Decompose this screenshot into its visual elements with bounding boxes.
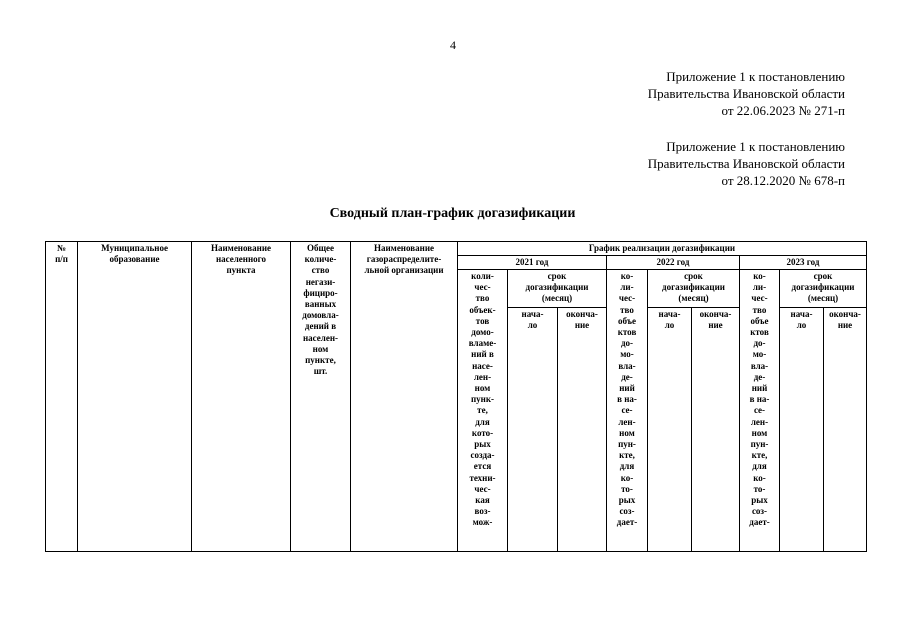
text-line: тво: [475, 293, 490, 304]
text-line: дает-: [616, 517, 638, 528]
text-line: пун-: [750, 439, 769, 450]
text-line: ко-: [753, 472, 766, 483]
text-line: ктов: [617, 327, 637, 338]
text-line: ние: [708, 320, 723, 331]
text-line: Приложение 1 к постановлению: [666, 69, 845, 84]
text-line: фициро-: [303, 287, 338, 298]
text-line: №: [56, 243, 67, 253]
text-line: ктов: [750, 327, 769, 338]
text-line: ний в: [471, 349, 494, 360]
text-line: ли-: [752, 282, 767, 293]
text-line: объек-: [469, 304, 496, 315]
text-line: для: [752, 461, 767, 472]
text-line: тов: [475, 315, 490, 326]
col-header-gas-organization: [351, 242, 458, 552]
col-header-schedule: График реализации догазификации: [458, 242, 867, 256]
text-line: населен-: [302, 332, 338, 343]
text-line: пун-: [618, 439, 636, 450]
text-line: негази-: [305, 276, 336, 287]
year-header-2022: 2022 год: [607, 256, 740, 270]
text-line: чес-: [618, 293, 636, 304]
text-line: ло: [664, 320, 675, 331]
text-line: Общее: [306, 243, 335, 253]
start-header-2023: [780, 308, 824, 552]
end-header-2021: [558, 308, 607, 552]
approval-block-current: [648, 68, 845, 119]
text-line: лен-: [473, 371, 492, 382]
col-header-total-households: [291, 242, 351, 552]
term-header-2022: [648, 270, 740, 308]
text-line: ло: [527, 320, 538, 331]
text-line: ко-: [620, 472, 634, 483]
start-header-2021: [508, 308, 558, 552]
text-line: вла-: [750, 360, 769, 371]
text-line: (месяц): [678, 293, 709, 304]
text-line: оконча-: [699, 309, 732, 319]
text-line: нача-: [521, 309, 544, 319]
text-line: от 28.12.2020 № 678-п: [721, 173, 845, 188]
text-line: то-: [621, 483, 633, 494]
text-line: п/п: [55, 254, 68, 265]
text-line: тво: [752, 304, 767, 315]
text-line: Наименование: [211, 243, 271, 253]
text-line: чес-: [474, 282, 491, 293]
text-line: количе-: [304, 254, 337, 265]
text-line: кая: [475, 495, 490, 506]
text-line: ние: [574, 320, 590, 331]
page-number: 4: [450, 38, 456, 52]
text-line: пунк-: [470, 394, 495, 405]
text-line: срок: [547, 271, 567, 281]
text-line: соз-: [751, 506, 768, 517]
text-line: нача-: [790, 309, 813, 319]
text-line: Правительства Ивановской области: [647, 156, 845, 171]
col-header-municipality: [78, 242, 192, 552]
text-line: в на-: [617, 394, 637, 405]
approval-block-original: [648, 138, 845, 189]
text-line: дений в: [304, 321, 337, 332]
text-line: срок: [684, 271, 703, 281]
text-line: льной организации: [364, 265, 444, 276]
text-line: ном: [751, 427, 768, 438]
text-line: лен-: [618, 416, 636, 427]
text-line: ется: [473, 461, 492, 472]
document-title: Сводный план-график догазификации: [329, 206, 576, 221]
text-line: домовла-: [302, 310, 339, 321]
text-line: кте,: [619, 450, 635, 461]
text-line: пункте,: [305, 355, 336, 366]
year-header-2021: 2021 год: [458, 256, 607, 270]
text-line: до-: [620, 338, 634, 349]
term-header-2023: [780, 270, 867, 308]
text-line: (месяц): [807, 293, 839, 304]
count-header-2021: [458, 270, 508, 552]
end-header-2023: [824, 308, 867, 552]
text-line: техни-: [469, 472, 496, 483]
text-line: мо-: [620, 349, 634, 360]
text-line: газораспределите-: [366, 254, 442, 265]
text-line: пункта: [226, 265, 256, 276]
text-line: дает-: [749, 517, 770, 528]
text-line: коли-: [471, 271, 494, 281]
text-line: лен-: [750, 416, 769, 427]
text-line: ли-: [620, 282, 634, 293]
text-line: кте,: [751, 450, 768, 461]
text-line: ло: [796, 320, 807, 331]
text-line: мо-: [752, 349, 767, 360]
text-line: Муниципальное: [101, 243, 168, 253]
text-line: объе: [750, 315, 769, 326]
term-header-2021: [508, 270, 607, 308]
text-line: мож-: [472, 517, 493, 528]
text-line: ко-: [620, 271, 634, 281]
text-line: ство: [311, 265, 330, 276]
text-line: созда-: [470, 450, 495, 461]
text-line: рых: [751, 495, 768, 506]
text-line: ний: [619, 383, 635, 394]
text-line: ний: [751, 383, 768, 394]
text-line: срок: [813, 271, 833, 281]
text-line: Правительства Ивановской области: [647, 86, 845, 101]
text-line: образование: [109, 254, 160, 265]
col-header-number: [46, 242, 78, 552]
text-line: объе: [617, 315, 637, 326]
text-line: (месяц): [541, 293, 573, 304]
text-line: населенного: [215, 254, 267, 265]
end-header-2022: [692, 308, 740, 552]
text-line: де-: [621, 371, 633, 382]
text-line: для: [619, 461, 635, 472]
text-line: догазификации: [525, 282, 589, 293]
text-line: ном: [474, 383, 491, 394]
text-line: от 22.06.2023 № 271-п: [721, 103, 845, 118]
text-line: для: [475, 416, 490, 427]
text-line: кото-: [471, 427, 494, 438]
text-line: ко-: [753, 271, 766, 281]
text-line: домо-: [471, 327, 494, 338]
text-line: оконча-: [829, 309, 861, 319]
text-line: те,: [477, 405, 488, 416]
text-line: рых: [618, 495, 636, 506]
count-header-2023: [740, 270, 780, 552]
text-line: ном: [619, 427, 635, 438]
col-header-settlement: [192, 242, 291, 552]
text-line: воз-: [474, 506, 491, 517]
gasification-schedule-table: [45, 241, 867, 552]
text-line: шт.: [313, 366, 328, 377]
text-line: чес-: [474, 483, 491, 494]
text-line: де-: [753, 371, 766, 382]
count-header-2022: [607, 270, 648, 552]
text-line: соз-: [619, 506, 635, 517]
text-line: тво: [620, 304, 634, 315]
text-line: до-: [753, 338, 766, 349]
text-line: се-: [621, 405, 633, 416]
text-line: ние: [837, 320, 853, 331]
text-line: то-: [753, 483, 766, 494]
text-line: Наименование: [374, 243, 434, 253]
year-header-2023: 2023 год: [740, 256, 867, 270]
text-line: се-: [753, 405, 766, 416]
text-line: рых: [474, 439, 491, 450]
text-line: догазификации: [662, 282, 725, 293]
text-line: в на-: [749, 394, 770, 405]
text-line: вла-: [618, 360, 636, 371]
text-line: оконча-: [566, 309, 598, 319]
text-line: ном: [312, 343, 329, 354]
text-line: догазификации: [791, 282, 855, 293]
text-line: ванных: [304, 299, 337, 310]
text-line: насе-: [472, 360, 493, 371]
start-header-2022: [648, 308, 692, 552]
text-line: вламе-: [468, 338, 497, 349]
text-line: чес-: [751, 293, 768, 304]
text-line: нача-: [658, 309, 681, 319]
text-line: Приложение 1 к постановлению: [666, 139, 845, 154]
